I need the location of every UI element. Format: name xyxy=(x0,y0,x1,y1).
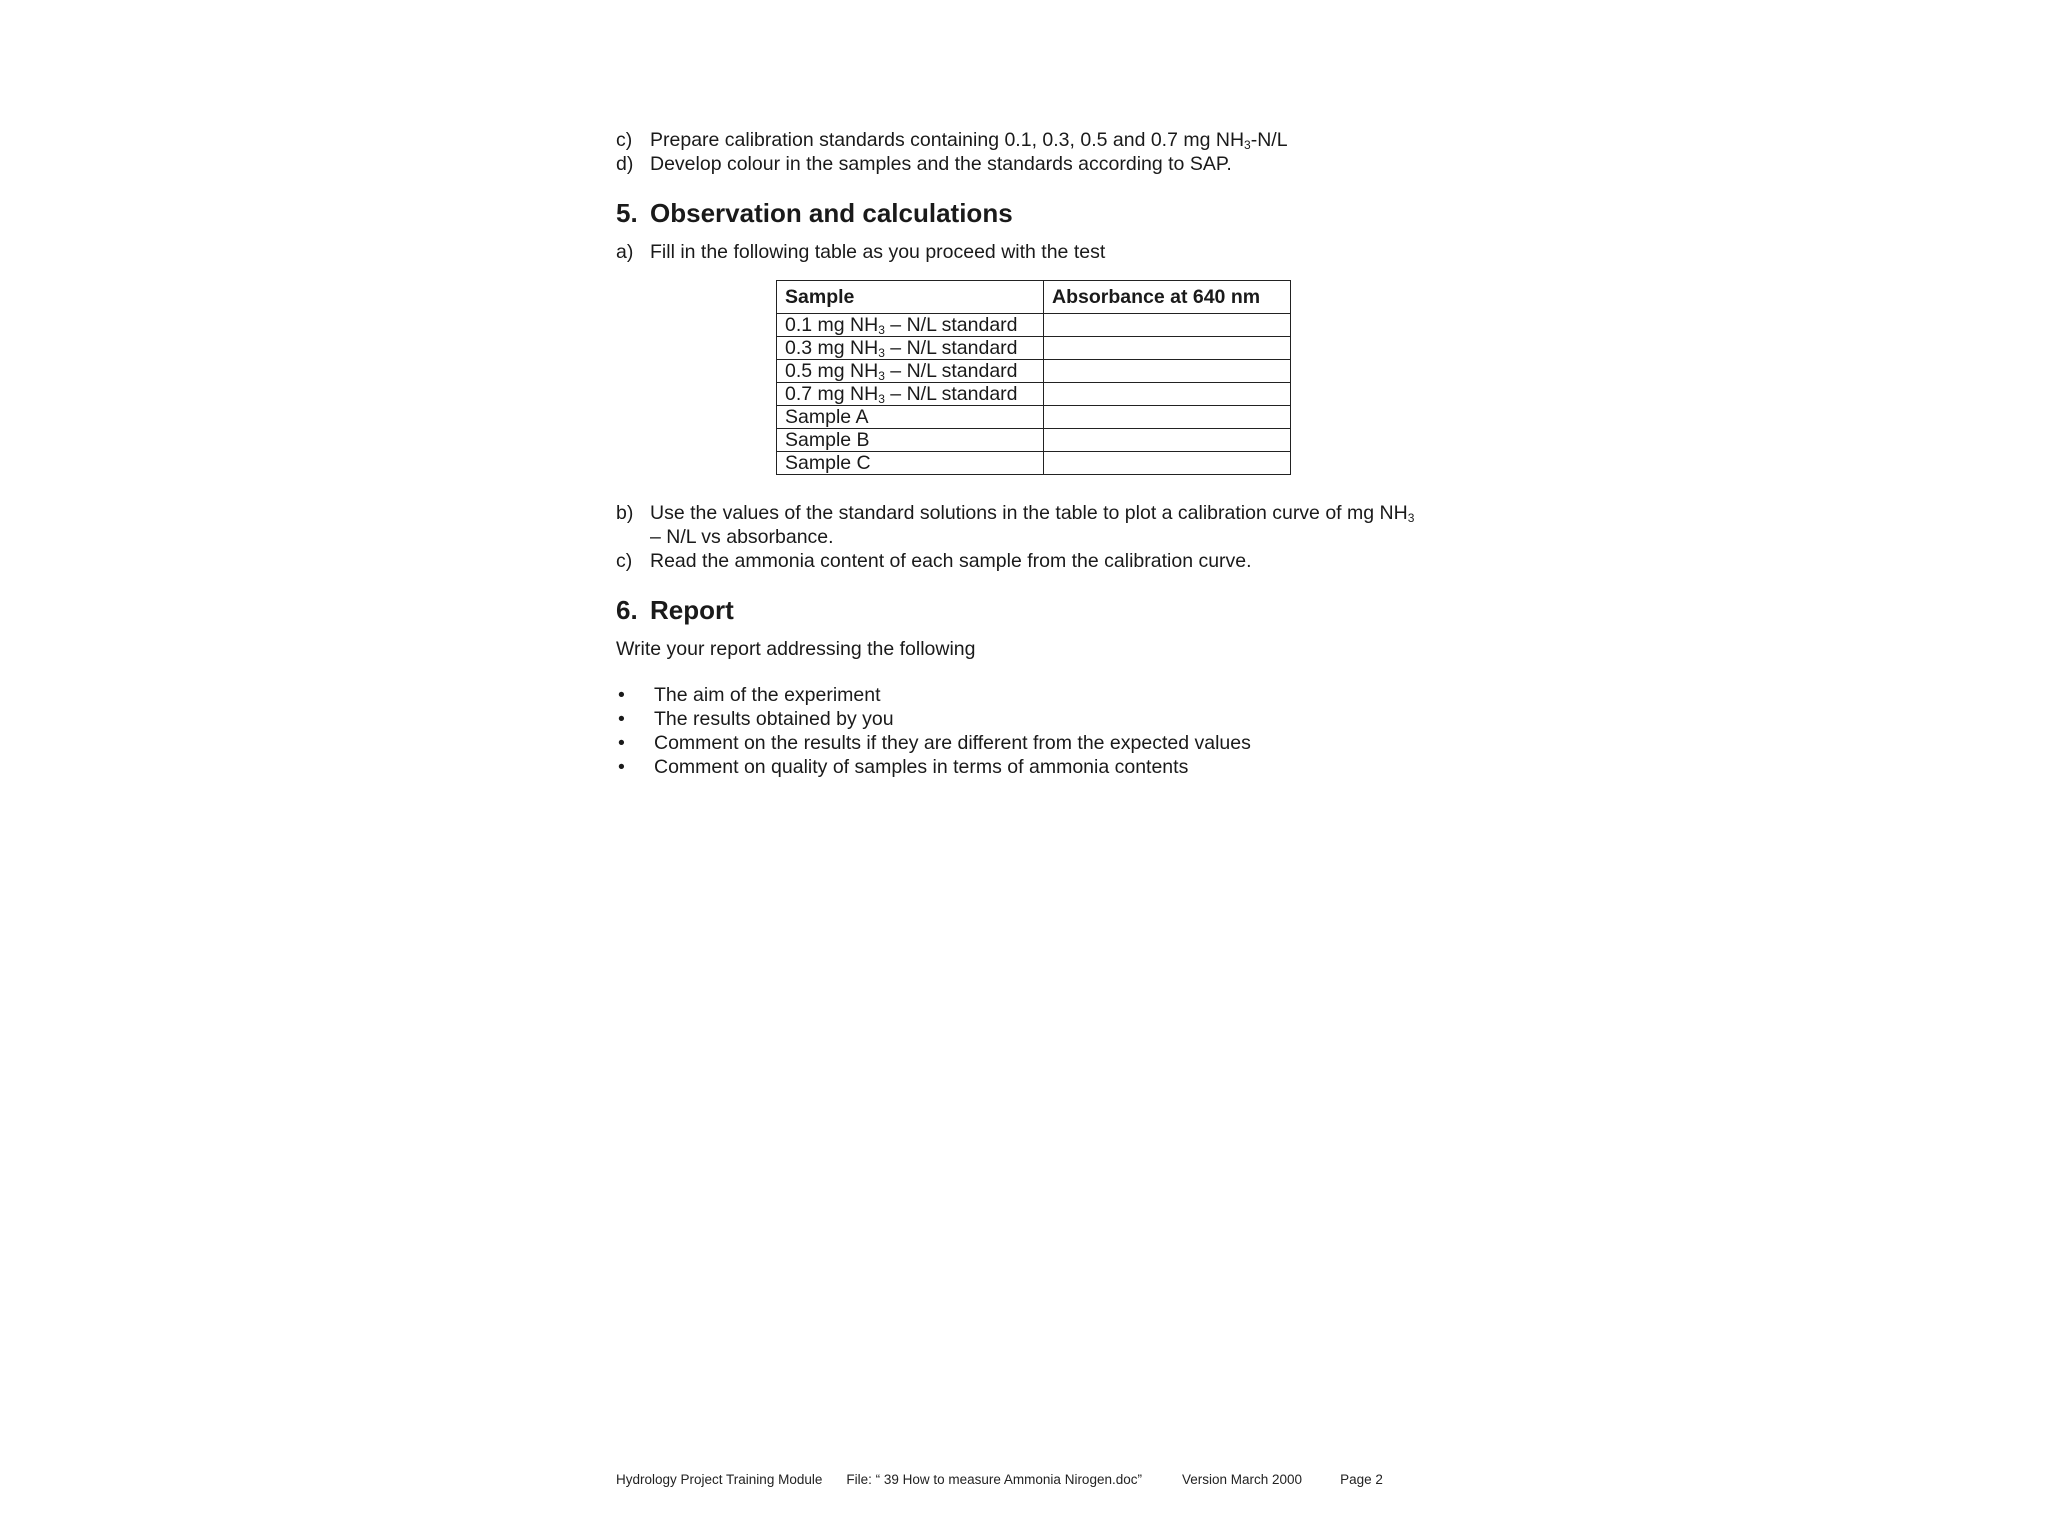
section-number: 6. xyxy=(616,595,638,625)
table-row xyxy=(777,429,1291,452)
bullet-icon: • xyxy=(618,684,625,706)
table-row xyxy=(777,452,1291,475)
sample-label: Sample B xyxy=(785,429,870,451)
report-bullet-list xyxy=(616,683,1466,779)
step-a-fill-table xyxy=(616,240,1466,264)
table-header-row xyxy=(777,281,1291,314)
report-intro: Write your report addressing the following xyxy=(616,638,976,660)
column-header-absorbance: Absorbance at 640 nm xyxy=(1044,281,1291,314)
absorbance-cell xyxy=(1044,406,1291,429)
document-page xyxy=(616,128,1466,779)
sample-label-suffix: – N/L standard xyxy=(884,314,1018,336)
subscript: 3 xyxy=(1407,511,1415,525)
sample-label: Sample C xyxy=(785,452,871,474)
subscript: 3 xyxy=(1244,138,1251,152)
step-text: Read the ammonia content of each sample from the calibration curve. xyxy=(650,550,1252,572)
step-b-plot xyxy=(616,501,1466,549)
footer-version: Version March 2000 xyxy=(1181,1472,1303,1487)
table-row xyxy=(777,406,1291,429)
observation-table xyxy=(776,280,1291,475)
sample-label: 0.1 mg NH xyxy=(785,314,879,336)
page-footer xyxy=(616,1472,1456,1488)
sample-cell xyxy=(777,452,1044,475)
absorbance-cell xyxy=(1044,383,1291,406)
absorbance-cell xyxy=(1044,360,1291,383)
list-item xyxy=(616,731,1466,755)
step-marker: c) xyxy=(616,129,633,151)
step-marker: d) xyxy=(616,153,634,175)
section-title: Observation and calculations xyxy=(650,198,1013,228)
bullet-text: The aim of the experiment xyxy=(654,684,881,706)
table-body xyxy=(777,314,1291,475)
step-text: Prepare calibration standards containing 0.1, 0.3, 0.5 and 0.7 mg NH xyxy=(650,129,1245,151)
section-6-heading xyxy=(616,595,1466,625)
absorbance-cell xyxy=(1044,429,1291,452)
step-d-develop xyxy=(616,152,1466,176)
absorbance-cell xyxy=(1044,314,1291,337)
sample-cell xyxy=(777,406,1044,429)
bullet-icon: • xyxy=(618,732,625,754)
sample-cell xyxy=(777,337,1044,360)
absorbance-cell xyxy=(1044,452,1291,475)
sample-label: 0.5 mg NH xyxy=(785,360,879,382)
absorbance-cell xyxy=(1044,337,1291,360)
footer-page-number: Page 2 xyxy=(1340,1472,1383,1487)
step-text: Develop colour in the samples and the standards according to SAP. xyxy=(650,153,1232,175)
subscript: 3 xyxy=(878,392,885,406)
bullet-text: Comment on the results if they are different from the expected values xyxy=(654,732,1251,754)
subscript: 3 xyxy=(878,369,885,383)
bullet-icon: • xyxy=(618,756,625,778)
table-row xyxy=(777,337,1291,360)
step-text: Use the values of the standard solutions in the table to plot a calibration curve of mg NH xyxy=(650,502,1408,524)
sample-label: 0.3 mg NH xyxy=(785,337,879,359)
sample-label-suffix: – N/L standard xyxy=(884,360,1018,382)
step-text-after: -N/L xyxy=(1250,129,1288,151)
step-marker: c) xyxy=(616,550,633,572)
section-5-heading xyxy=(616,198,1466,228)
footer-module: Hydrology Project Training Module xyxy=(616,1472,823,1487)
table-row xyxy=(777,314,1291,337)
list-item xyxy=(616,683,1466,707)
bullet-icon: • xyxy=(618,708,625,730)
table-row xyxy=(777,360,1291,383)
procedure-steps-after-table xyxy=(616,501,1466,573)
sample-label: 0.7 mg NH xyxy=(785,383,879,405)
section-title: Report xyxy=(650,595,734,625)
list-item xyxy=(616,707,1466,731)
subscript: 3 xyxy=(878,323,885,337)
procedure-steps-top xyxy=(616,128,1466,176)
step-marker: b) xyxy=(616,502,634,524)
table-row xyxy=(777,383,1291,406)
step-c-read xyxy=(616,549,1466,573)
sample-label: Sample A xyxy=(785,406,869,428)
step-text-after: – N/L vs absorbance. xyxy=(650,526,834,548)
step-c-prepare xyxy=(616,128,1466,152)
sample-cell xyxy=(777,429,1044,452)
sample-label-suffix: – N/L standard xyxy=(884,383,1018,405)
section-number: 5. xyxy=(616,198,638,228)
list-item xyxy=(616,755,1466,779)
subscript: 3 xyxy=(878,346,885,360)
column-header-sample: Sample xyxy=(777,281,1044,314)
sample-cell xyxy=(777,383,1044,406)
bullet-text: Comment on quality of samples in terms of ammonia contents xyxy=(654,756,1189,778)
sample-cell xyxy=(777,360,1044,383)
bullet-text: The results obtained by you xyxy=(654,708,894,730)
footer-file: File: “ 39 How to measure Ammonia Nirogen.doc” xyxy=(846,1472,1142,1487)
sample-label-suffix: – N/L standard xyxy=(884,337,1018,359)
step-marker: a) xyxy=(616,241,634,263)
observation-table-wrap xyxy=(616,280,1466,475)
step-text: Fill in the following table as you proceed with the test xyxy=(650,241,1106,263)
sample-cell xyxy=(777,314,1044,337)
